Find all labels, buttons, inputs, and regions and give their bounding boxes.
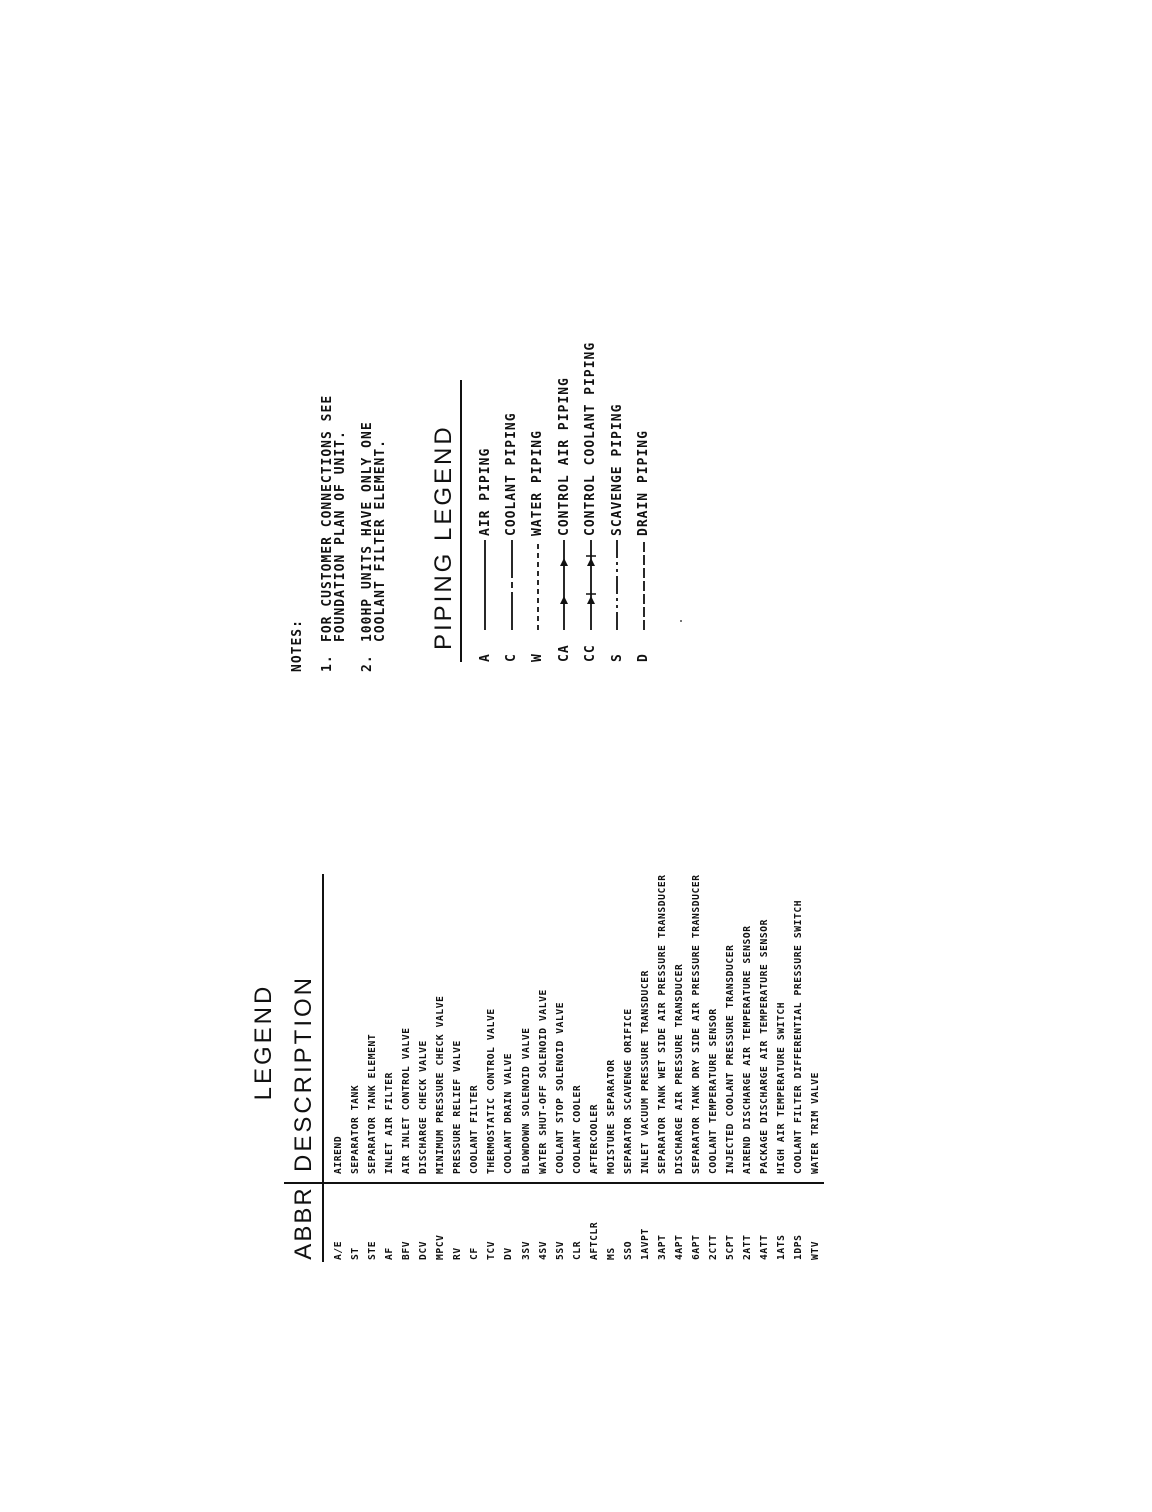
piping-code: C: [504, 653, 520, 662]
note-text: 100HP UNITS HAVE ONLY ONE COOLANT FILTER ELEMENT.: [360, 421, 388, 642]
pipe-line-sample: [532, 540, 544, 630]
pipe-line-sample: [611, 540, 623, 630]
legend-description: SEPARATOR SCAVENGE ORIFICE: [622, 1008, 634, 1174]
legend-abbr: DV: [503, 1247, 515, 1260]
piping-label: CONTROL AIR PIPING: [556, 377, 572, 536]
legend-abbr: 1ATS: [776, 1234, 788, 1260]
legend-abbr: 6APT: [690, 1234, 702, 1260]
piping-legend-item: [498, 262, 524, 662]
legend-abbr: BFV: [401, 1240, 413, 1260]
piping-code: D: [636, 653, 652, 662]
legend-description: COOLANT FILTER DIFFERENTIAL PRESSURE SWITCH: [793, 899, 805, 1174]
legend-abbr: CF: [469, 1247, 481, 1260]
legend-abbr: 4ATT: [759, 1234, 771, 1260]
pipe-line-sample: [558, 540, 570, 630]
legend-abbr: AFTCLR: [588, 1221, 600, 1260]
piping-label: COOLANT PIPING: [504, 412, 520, 536]
piping-label: CONTROL COOLANT PIPING: [583, 341, 599, 536]
pipe-line-sample: [585, 540, 597, 630]
piping-code: W: [530, 653, 546, 662]
legend-description: COOLANT TEMPERATURE SENSOR: [708, 1008, 720, 1174]
legend-description: THERMOSTATIC CONTROL VALVE: [486, 1008, 498, 1174]
abbr-column-header: ABBR: [284, 1182, 322, 1262]
note-number: 1.: [320, 654, 335, 672]
legend-abbr: TCV: [486, 1240, 498, 1260]
legend-header-row: [284, 874, 324, 1262]
legend-description: DISCHARGE CHECK VALVE: [418, 1040, 430, 1174]
legend-description: BLOWDOWN SOLENOID VALVE: [520, 1027, 532, 1174]
piping-legend-item: [578, 262, 604, 662]
note-item: [321, 272, 347, 672]
piping-code: CA: [556, 644, 572, 662]
pipe-line-sample: [506, 540, 518, 630]
legend-description: INJECTED COOLANT PRESSURE TRANSDUCER: [725, 944, 737, 1174]
legend-abbr: 1DPS: [793, 1234, 805, 1260]
piping-label: WATER PIPING: [530, 430, 546, 536]
legend-abbr: DCV: [418, 1240, 430, 1260]
legend-abbr: A/E: [333, 1240, 344, 1260]
legend-abbr: 5CPT: [725, 1234, 737, 1260]
legend-abbr: SSO: [622, 1240, 634, 1260]
legend-abbr: 1AVPT: [639, 1228, 651, 1260]
legend-description: PRESSURE RELIEF VALVE: [452, 1040, 464, 1174]
legend-description: INLET AIR FILTER: [384, 1071, 396, 1174]
legend-abbr: 3SV: [520, 1240, 532, 1260]
legend-description: AIREND: [333, 1135, 344, 1174]
legend-abbr: RV: [452, 1247, 464, 1260]
legend-abbr: 3APT: [656, 1234, 668, 1260]
piping-legend-item: [551, 262, 577, 662]
piping-label: DRAIN PIPING: [636, 430, 652, 536]
piping-legend-item: [630, 262, 656, 662]
legend-abbr: 2ATT: [742, 1234, 754, 1260]
legend-description: DISCHARGE AIR PRESSURE TRANSDUCER: [673, 963, 685, 1174]
legend-abbr: AF: [384, 1247, 396, 1260]
legend-description: PACKAGE DISCHARGE AIR TEMPERATURE SENSOR: [759, 918, 771, 1174]
legend-abbr: STE: [367, 1240, 379, 1260]
legend-description: AIR INLET CONTROL VALVE: [401, 1027, 413, 1174]
piping-label: SCAVENGE PIPING: [609, 403, 625, 536]
piping-legend-item: [472, 262, 498, 662]
legend-abbr: WTV: [810, 1240, 822, 1260]
legend-description: COOLANT DRAIN VALVE: [503, 1052, 515, 1174]
legend-title: LEGEND: [250, 983, 277, 1101]
legend-abbr: 5SV: [554, 1240, 566, 1260]
piping-label: AIR PIPING: [477, 447, 493, 536]
note-item: [361, 272, 387, 672]
piping-legend-title: PIPING LEGEND: [430, 380, 462, 662]
legend-description: WATER SHUT-OFF SOLENOID VALVE: [537, 989, 549, 1174]
piping-legend-item: [604, 262, 630, 662]
abbr-column: [324, 1182, 824, 1262]
legend-description: AIREND DISCHARGE AIR TEMPERATURE SENSOR: [742, 925, 754, 1174]
piping-legend: [430, 262, 657, 662]
legend-description: SEPARATOR TANK: [350, 1084, 362, 1174]
description-column: [324, 874, 824, 1182]
piping-legend-item: [525, 262, 551, 662]
legend-abbr: MS: [605, 1247, 617, 1260]
legend-description: MINIMUM PRESSURE CHECK VALVE: [435, 995, 447, 1174]
pipe-line-sample: [638, 540, 650, 630]
pipe-line-sample: [479, 540, 491, 630]
notes-section: [290, 272, 401, 672]
legend-description: SEPARATOR TANK DRY SIDE AIR PRESSURE TRANSDUCER: [690, 874, 702, 1174]
legend-abbr: 2CTT: [708, 1234, 720, 1260]
legend-description: COOLANT STOP SOLENOID VALVE: [554, 1001, 566, 1174]
legend-body: [324, 874, 824, 1262]
legend-abbr: MPCV: [435, 1234, 447, 1260]
legend-sheet: [250, 262, 822, 1262]
legend-abbr: ST: [350, 1247, 362, 1260]
legend-description: WATER TRIM VALVE: [810, 1071, 822, 1174]
note-text: FOR CUSTOMER CONNECTIONS SEE FOUNDATION PLAN OF UNIT.: [320, 394, 348, 642]
legend-description: INLET VACUUM PRESSURE TRANSDUCER: [639, 969, 651, 1174]
legend-abbr: 4SV: [537, 1240, 549, 1260]
notes-title: NOTES:: [290, 619, 305, 672]
piping-code: S: [609, 653, 625, 662]
legend-table: [284, 874, 824, 1262]
legend-description: SEPARATOR TANK ELEMENT: [367, 1033, 379, 1174]
legend-description: SEPARATOR TANK WET SIDE AIR PRESSURE TRANSDUCER: [656, 874, 668, 1174]
legend-description: COOLANT FILTER: [469, 1084, 481, 1174]
piping-code: A: [477, 653, 493, 662]
legend-abbr: CLR: [571, 1240, 583, 1260]
stray-mark: [680, 620, 682, 622]
piping-code: CC: [583, 644, 599, 662]
legend-abbr: 4APT: [673, 1234, 685, 1260]
legend-description: COOLANT COOLER: [571, 1084, 583, 1174]
description-column-header: DESCRIPTION: [290, 974, 317, 1172]
legend-description: HIGH AIR TEMPERATURE SWITCH: [776, 1001, 788, 1174]
piping-legend-list: [472, 262, 657, 662]
note-number: 2.: [360, 654, 375, 672]
legend-description: AFTERCOOLER: [588, 1103, 600, 1174]
legend-description: MOISTURE SEPARATOR: [605, 1059, 617, 1174]
